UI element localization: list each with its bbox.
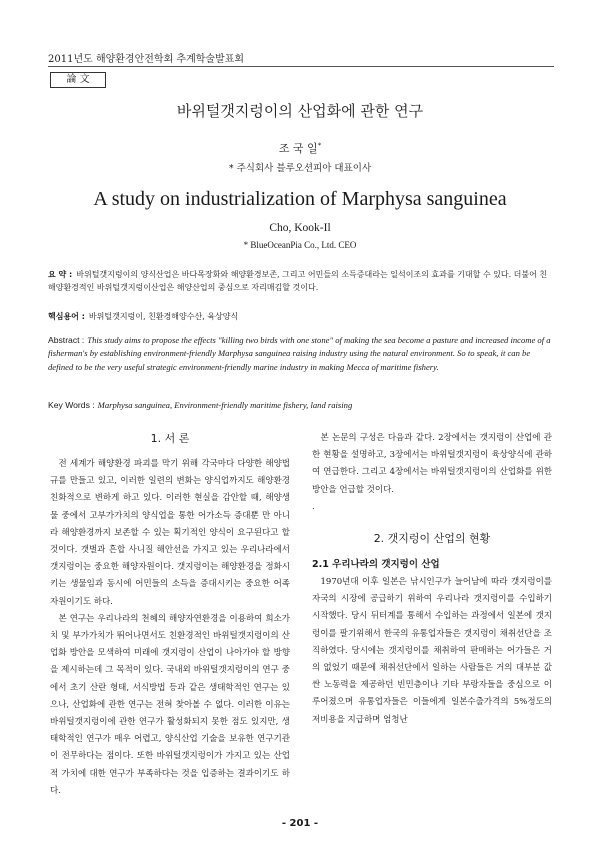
- abstract-english-label: Abstract :: [48, 335, 85, 345]
- section-1-heading: 1. 서 론: [150, 432, 190, 445]
- author-korean: [0, 140, 600, 156]
- author-english: Cho, Kook-Il: [269, 222, 331, 234]
- paper-type-badge: 論 文: [50, 72, 106, 88]
- section-2-1-heading: 2.1 우리나라의 갯지렁이 산업: [312, 559, 440, 571]
- section-1-dot: .: [312, 501, 315, 512]
- header-rule: [48, 66, 554, 67]
- keywords-english: [48, 400, 554, 410]
- title-english: A study on industrialization of Marphysa sanguinea: [93, 188, 507, 210]
- affiliation-english: * BlueOceanPia Co., Ltd. CEO: [243, 240, 357, 250]
- left-column: [50, 428, 290, 800]
- keywords-korean-text: 바위털갯지렁이, 친환경해양수산, 육상양식: [88, 312, 239, 321]
- section-1-paragraph-3: 본 논문의 구성은 다음과 같다. 2장에서는 갯지렁이 산업에 관한 현황을 설명하고, 3장에서는 바위털갯지렁이 육상양식에 관하여 연급한다. 그리고 4장에서는 바위털갯지렁이의 산업화를 위한 방안을 언급할 것이다.: [312, 433, 552, 495]
- section-2-paragraph-1: 1970년대 이후 일본은 낚시인구가 늘어남에 따라 갯지렁이를 자국의 시장에 공급하기 위하여 우리나라 갯지렁이를 수입하기 시작했다. 당시 뒤터계를 통해서 수입하는 과정에서 일본에 갯지렁이를 팔기위해서 한국의 유통업자들은 갯지렁이 채취선단을 조직하였다. 당시에는 갯지렁이를 채취하여 판매하는 어가들은 거의 없었기 때문에 채취선단에서 일하는 사람들은 거의 대부분 값싼 노동력을 제공하던 빈민층이나 기타 부랑자들을 중심으로 이루어졌으며 유통업자들은 이들에게 일본수출가격의 5%정도의 저비용을 지급하며 엄청난: [312, 577, 552, 725]
- section-2-heading: 2. 갯지렁이 산업의 현황: [373, 532, 491, 546]
- abstract-korean-text: 바위털갯지렁이의 양식산업은 바다목장화와 해양환경보존, 그리고 어민들의 소득증대라는 일석이조의 효과를 기대할 수 있다. 더불어 친해양환경적인 바위털갯지렁이산업은 해양산업의 중심으로 자리매김할 것이다.: [48, 270, 548, 292]
- affiliation-korean: * 주식회사 블루오션피아 대표이사: [228, 163, 372, 174]
- abstract-english: [48, 334, 554, 374]
- right-column: [312, 430, 552, 729]
- abstract-english-text: This study aims to propose the effects "killing two birds with one stone" of making the sea become a pasture and increased income of a fisherman's by establishing environment-friendly Marphysa sanguinea raising industry using the natural environment. So to speak, it can be defined to be the very useful strategic environment-friendly marine industry in making Mecca of maritime fishery.: [48, 335, 551, 372]
- section-1-paragraph-1: 전 세계가 해양환경 파괴를 막기 위해 각국마다 다양한 해양법규를 만들고 있고, 이러한 일련의 변화는 양식업까지도 해양환경 친화적으로 변하게 하고 있다. 이러한 현실을 감안할 때, 해양생물 중에서 고부가가치의 양식업을 통한 어가소득 증대뿐 만 아니라 해양환경까지 보존할 수 있는 획기적인 양식이 요구된다고 할 것이다. 갯벌과 흔합 사니질 해안선을 가지고 있는 우리나라에서 갯지렁이는 중요한 해양자원이다. 갯지렁이는 해양환경을 정화시키는 생물임과 동시에 어민들의 소득을 증대시키는 중요한 어족자원이기도 하다.: [50, 459, 290, 607]
- keywords-korean: [48, 311, 554, 322]
- page-number: - 201 -: [281, 818, 319, 829]
- author-korean-mark: *: [317, 141, 322, 150]
- title-korean: 바위털갯지렁이의 산업화에 관한 연구: [176, 102, 424, 120]
- abstract-korean-label: 요 약 :: [48, 270, 73, 279]
- abstract-korean: [48, 268, 554, 294]
- author-korean-name: 조 국 일: [278, 142, 318, 155]
- section-1-paragraph-2: 본 연구는 우리나라의 천혜의 해양자연환경을 이용하여 희소가치 및 부가가치가 뛰어나면서도 친환경적인 바위털갯지렁이의 산업화 방안을 모색하여 미래에 갯지렁이 산업이 나아가야 할 방향을 제시하는데 그 목적이 있다. 국내외 바위털갯지렁이의 연구 중에서 초기 산란 형태, 서식방법 등과 같은 생태학적인 연구는 있으나, 산업화에 관한 연구는 전혀 찾아볼 수 없다. 이러한 이유는 바위털갯지렁이에 관한 연구가 활성화되지 못한 점도 있지만, 생태학적인 연구가 매우 어렵고, 양식산업 기술을 보유한 연구기관이 전무하다는 점이다. 또한 바위털갯지렁이가 가지고 있는 산업적 가치에 대한 연구가 부족하다는 것을 입증하는 결과이기도 하다.: [50, 613, 290, 796]
- keywords-english-label: Key Words :: [48, 400, 95, 410]
- conference-header: 2011년도 해양환경안전학회 추계학술발표회: [48, 54, 245, 65]
- keywords-korean-label: 핵심용어 :: [48, 312, 85, 321]
- keywords-english-text: Marphysa sanguinea, Environment-friendly maritime fishery, land raising: [97, 400, 353, 410]
